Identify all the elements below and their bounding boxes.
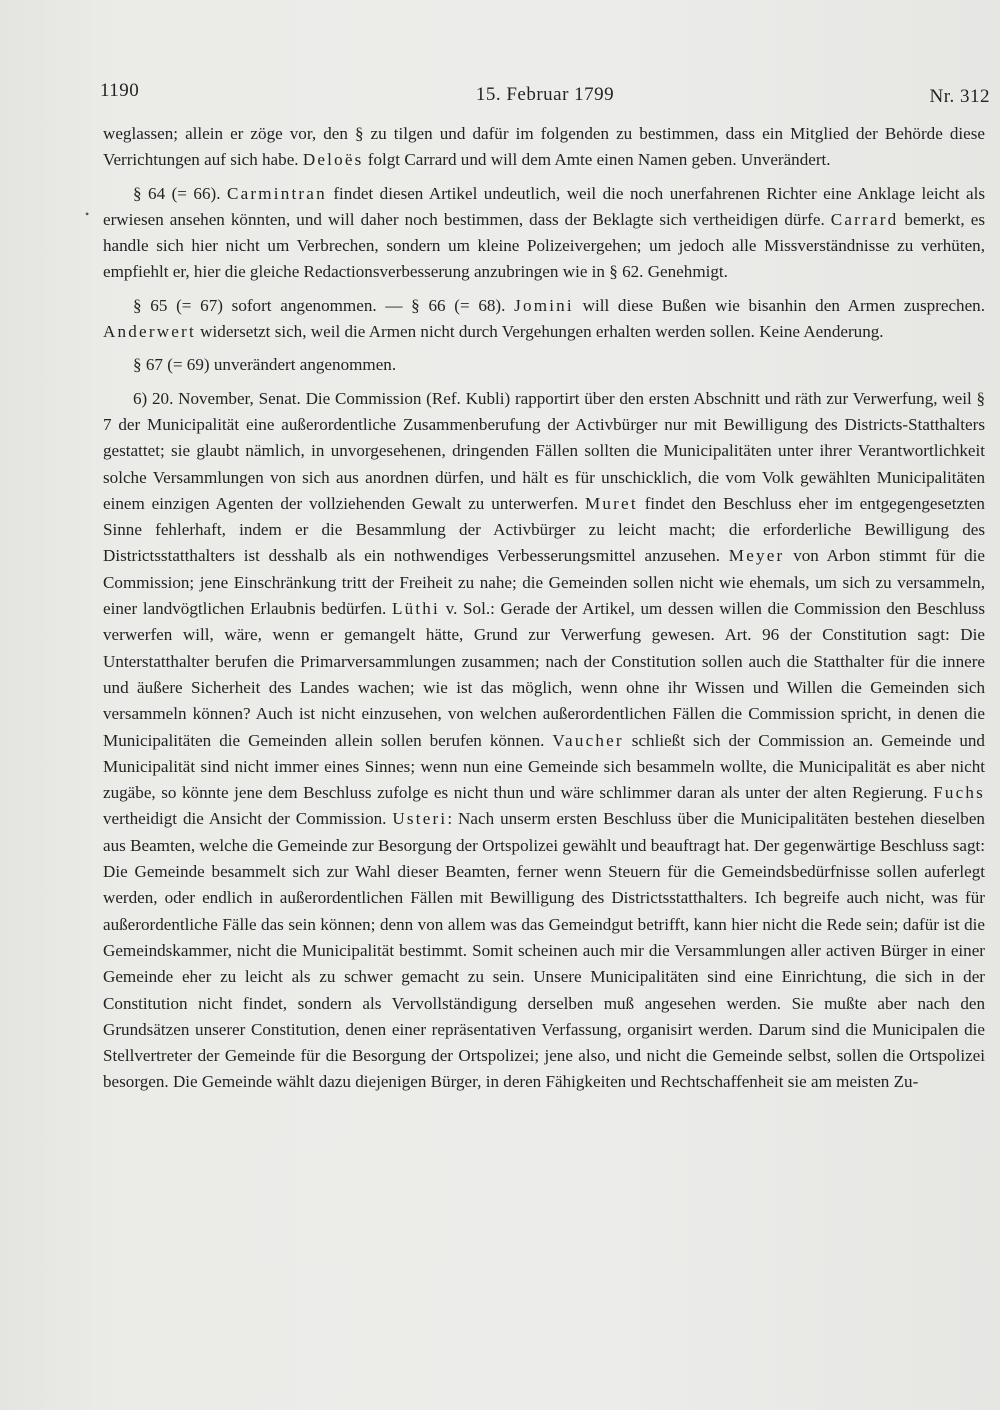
speaker-name: Vaucher [552,730,624,750]
text-run: bemerkt, es handle sich hier nicht um Verbrechen, sondern um kleine Polizeivergehen; um jedoch alle Missverständnisse zu verhüten, empfiehlt er, hier die gleiche Redactionsverbesserung anzubringen wie in § 62. Genehmigt. [103,209,985,282]
text-run: § 64 (= 66). [133,183,227,203]
speaker-name: Muret [585,493,638,513]
speaker-name: Deloës [302,150,364,170]
margin-dot: • [85,207,90,221]
body-text [103,121,985,1096]
speaker-name: Jomini [514,295,574,315]
speaker-name: Usteri [392,809,448,829]
speaker-name: Lüthi [391,599,440,619]
text-run: schließt sich der Commission an. Gemeinde und Municipalität sind nicht immer eines Sinnes; wenn nun eine Gemeinde sich besammeln wollte, die Municipalität es aber nicht zugäbe, so könnte jene dem Beschluss zufolge es nicht thun und wäre schlimmer daran als unter der alten Regierung. [103,730,985,803]
text-run: v. Sol.: Gerade der Artikel, um dessen willen die Commission den Beschluss verwerfen will, wäre, wenn er gemangelt hätte, Grund zur Verwerfung gewesen. Art. 96 der Constitution sagt: Die Unterstatthalter berufen die Primarversammlungen zusammen; nach der Constitution sollen auch die Statthalter für die innere und äußere Sicherheit des Landes wachen; wie ist das möglich, wenn ohne ihr Wissen und Willen die Gemeinden sich versammeln können? Auch ist nicht einzusehen, von welchen außerordentlichen Fällen die Commission spricht, in denen die Municipalitäten die Gemeinden allein sollen berufen können. [103,599,985,750]
text-run: widersetzt sich, weil die Armen nicht durch Vergehungen erhalten werden sollen. Keine Aenderung. [195,322,884,342]
text-run: : Nach unserm ersten Beschluss über die Municipalitäten bestehen dieselben aus Beamten, welche die Gemeinde zur Besorgung der Ortspolizei gewählt und beauftragt hat. Der gegenwärtige Beschluss sagt: Die Gemeinde besammelt sich zur Wahl dieser Beamten, ferner wenn Steuern für die Gemeindsbedürfnisse sollen auferlegt werden, oder endlich in außerordentlichen Fällen mit Bewilligung des Districtsstatthalters. Ich begreife auch nicht, was für außerordentliche Fälle das sein können; denn von allem was das Gemeindgut betrifft, kann hier nicht die Rede sein; dafür ist die Gemeindskammer, nicht die Municipalität bestimmt. Somit scheinen auch mir die Versammlungen aller activen Bürger in einer Gemeinde eher zu leicht als zu schwer gemacht zu sein. Unsere Municipalitäten sind eine Einrichtung, die sich in der Constitution nicht findet, sondern als Vervollständigung derselben muß angesehen werden. Sie mußte aber nach den Grundsätzen unserer Constitution, denen einer repräsentativen Verfassung, organisirt werden. Darum sind die Municipalen die Stellvertreter der Gemeinde für die Besorgung der Ortspolizei; jene also, und nicht die Gemeinde selbst, sollen die Ortspolizei besorgen. Die Gemeinde wählt dazu diejenigen Bürger, in deren Fähigkeiten und Rechtschaffenheit sie am meisten Zu- [103,809,985,1092]
text-run: findet diesen Artikel undeutlich, weil die noch unerfahrenen Richter eine Anklage leicht als erwiesen ansehen könnten, und will daher noch bestimmen, dass der Beklagte sich vertheidigen dürfe. [103,183,985,229]
page-header [100,80,990,110]
document-number: Nr. 312 [929,86,990,107]
text-run: folgt Carrard und will dem Amte einen Namen geben. Unverändert. [363,150,831,170]
text-run: § 67 (= 69) unverändert angenommen. [133,355,397,375]
header-date: 15. Februar 1799 [475,84,615,105]
speaker-name: Fuchs [933,783,985,803]
text-run: weglassen; allein er zöge vor, den § zu tilgen und dafür im folgenden zu bestimmen, dass ein Mitglied der Behörde diese Verrichtungen auf sich habe. [103,124,985,170]
paragraph [103,293,985,346]
text-run: vertheidigt die Ansicht der Commission. [103,809,393,829]
speaker-name: Carmintran [226,183,327,203]
text-run: will diese Bußen wie bisanhin den Armen zusprechen. [573,295,985,315]
text-run: von Arbon stimmt für die Commission; jene Einschränkung tritt der Freiheit zu nahe; die Gemeinden sollen nicht wie ehemals, um sich zu versammeln, einer landvögtlichen Erlaubnis bedürfen. [103,546,985,619]
paragraph [103,181,985,286]
text-run: findet den Beschluss eher im entgegengesetzten Sinne fehlerhaft, indem er die Besammlung der Activbürger zu leicht macht; die erforderliche Bewilligung des Districtsstatthalters ist desshalb als ein nothwendiges Verbesserungsmittel anzusehen. [103,493,985,566]
text-run: 6) 20. November, Senat. Die Commission (Ref. Kubli) rapportirt über den ersten Abschnitt und räth zur Verwerfung, weil § 7 der Municipalität eine außerordentliche Zusammenberufung der Activbürger nur mit Bewilligung des Districts-Statthalters gestattet; sie glaubt nämlich, in unvorgesehenen, dringenden Fällen sollten die Municipalitäten unter ihrer Verantwortlichkeit solche Versammlungen von sich aus anordnen dürfen, und hält es für unschicklich, die vom Volk gewählten Municipalitäten einem einzigen Agenten der vollziehenden Gewalt zu unterwerfen. [103,388,985,513]
paragraph [103,352,985,378]
text-run: § 65 (= 67) sofort angenommen. — § 66 (= 68). [133,295,515,315]
page-number: 1190 [100,80,140,101]
speaker-name: Anderwert [103,322,196,342]
paragraph [103,386,985,1096]
speaker-name: Carrard [830,209,899,229]
speaker-name: Meyer [728,546,785,566]
paragraph [103,121,985,174]
